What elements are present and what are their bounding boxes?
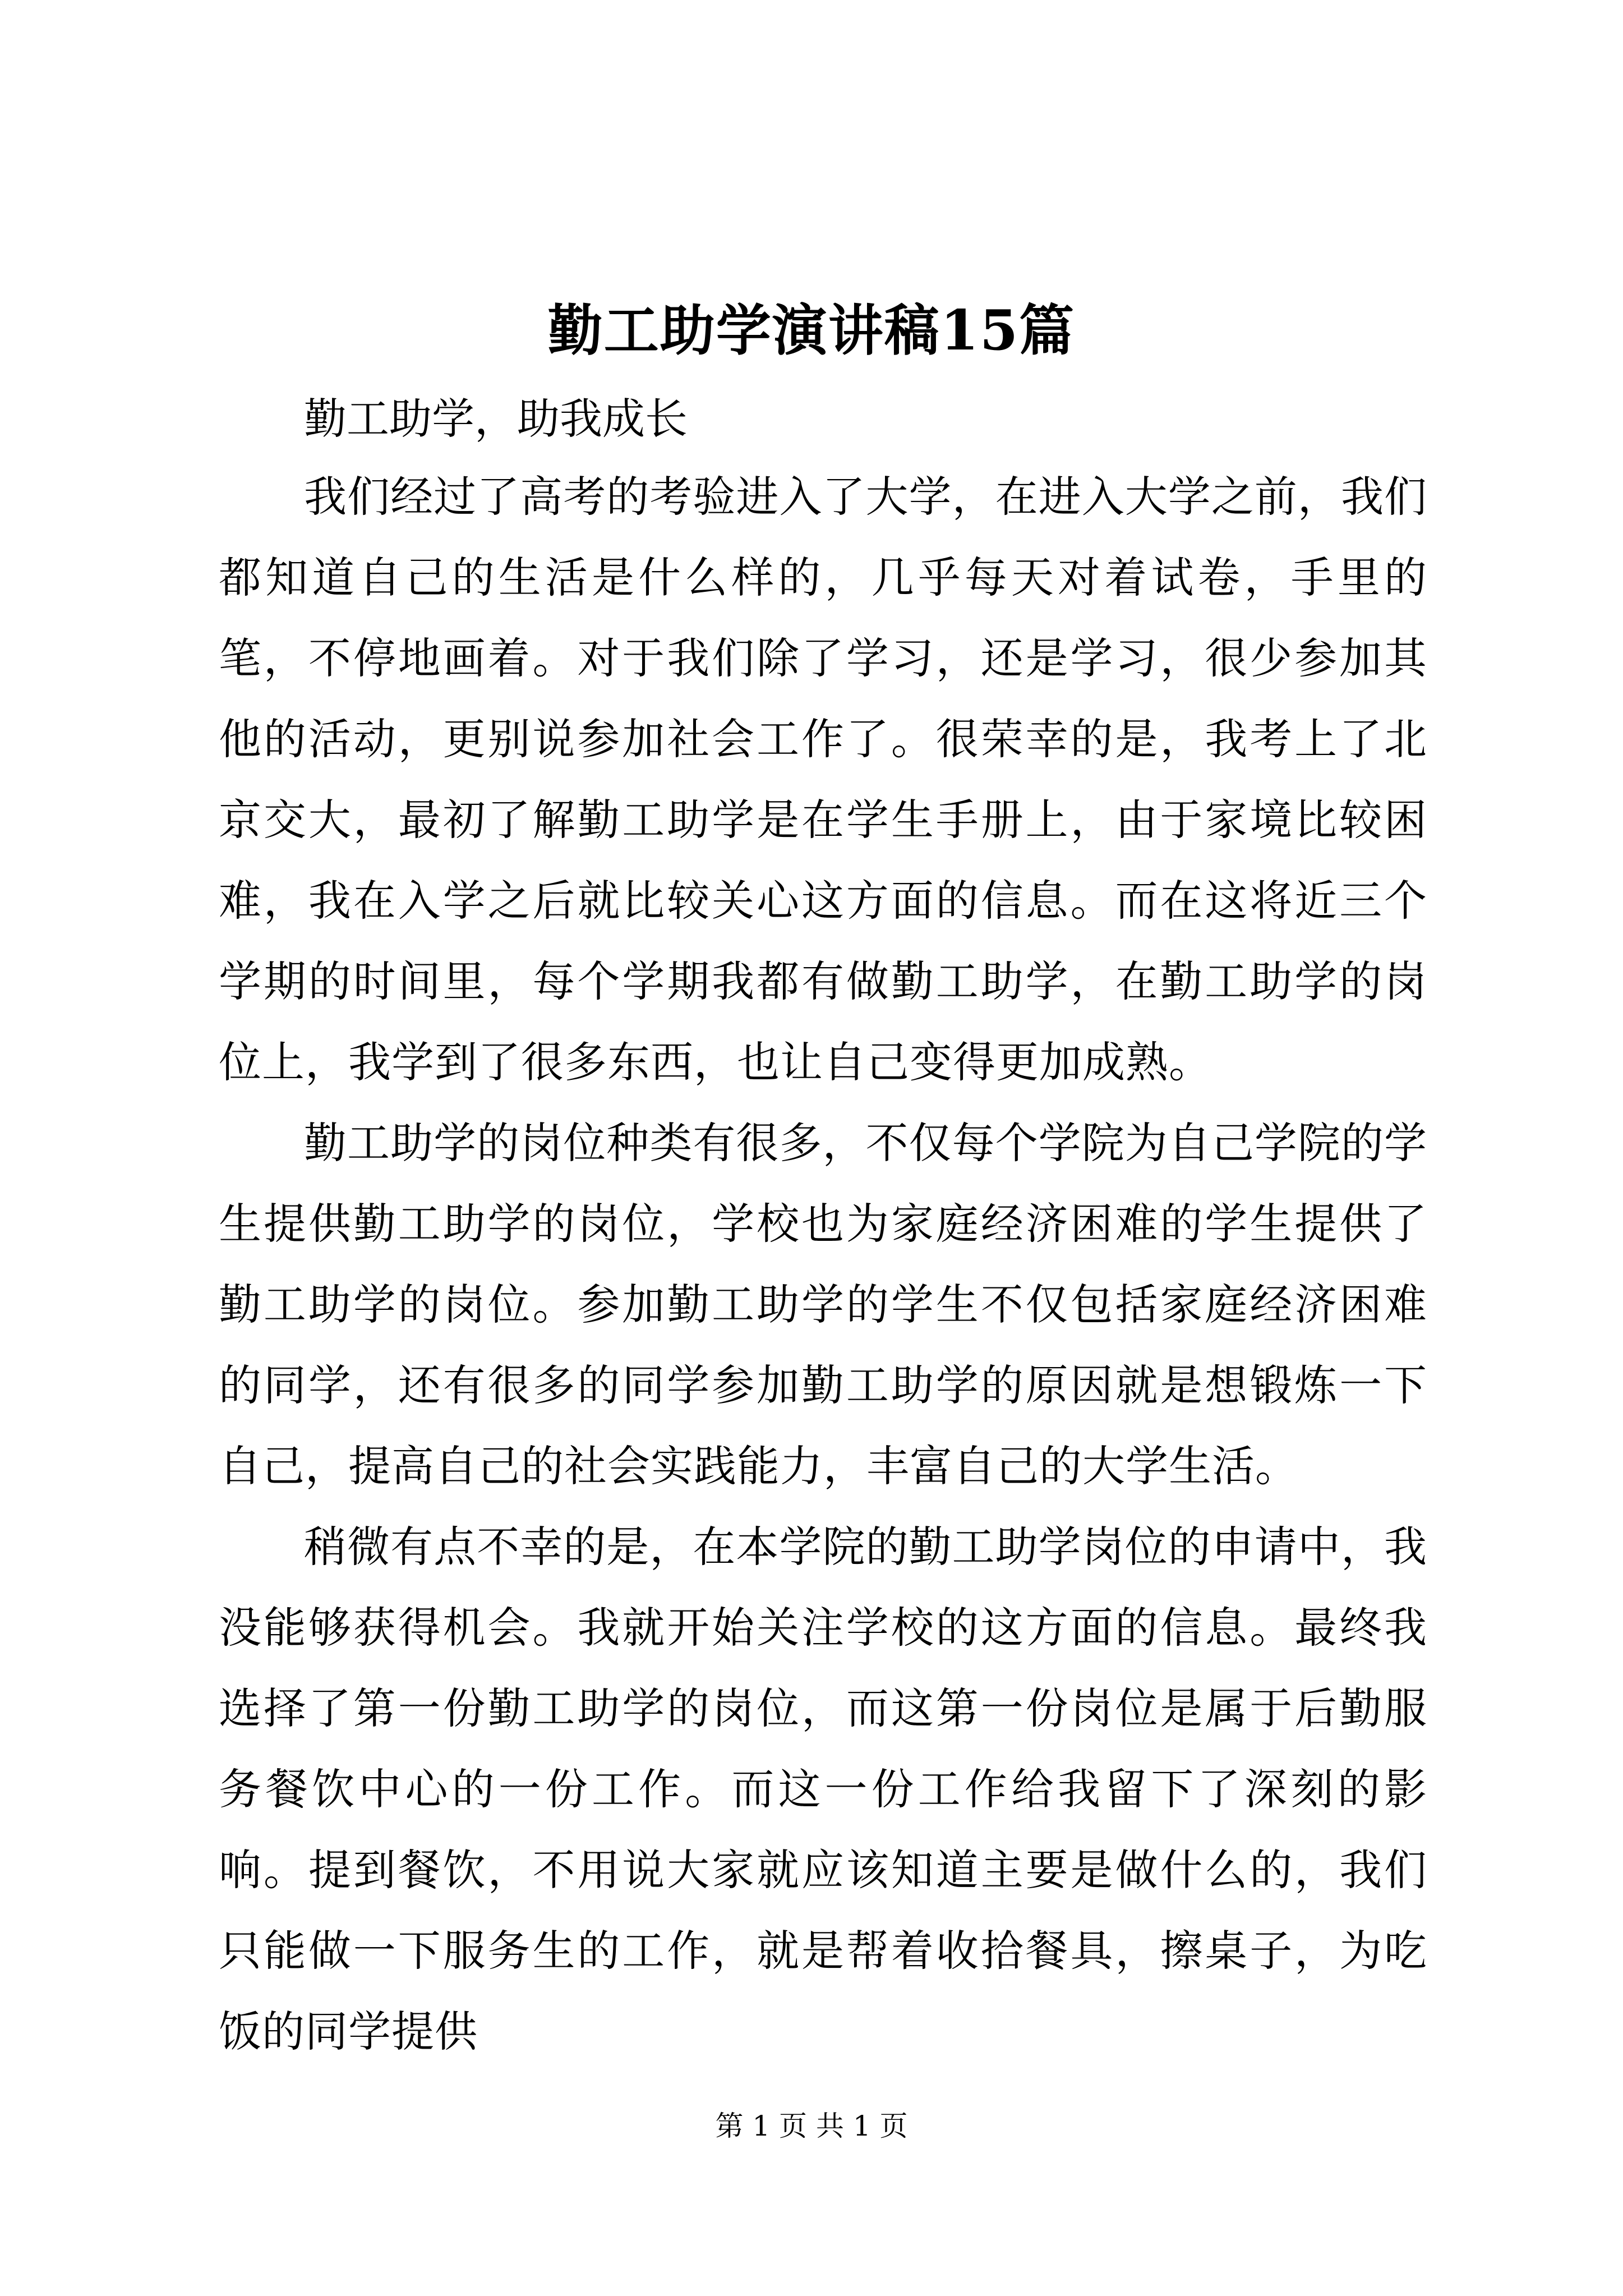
paragraph-3: 稍微有点不幸的是，在本学院的勤工助学岗位的申请中，我没能够获得机会。我就开始关注学校的这方面的信息。最终我选择了第一份勤工助学的岗位，而这第一份岗位是属于后勤服务餐饮中心的一份工作。而这一份工作给我留下了深刻的影响。提到餐饮，不用说大家就应该知道主要是做什么的，我们只能做一下服务生的工作，就是帮着收拾餐具，擦桌子，为吃饭的同学提供 — [219, 1522, 1427, 2056]
paragraph-2: 勤工助学的岗位种类有很多，不仅每个学院为自己学院的学生提供勤工助学的岗位，学校也为家庭经济困难的学生提供了勤工助学的岗位。参加勤工助学的学生不仅包括家庭经济困难的同学，还有很多的同学参加勤工助学的原因就是想锻炼一下自己，提高自己的社会实践能力，丰富自己的大学生活。 — [219, 1118, 1427, 1491]
section-subtitle: 勤工助学，助我成长 — [304, 394, 688, 444]
document-body — [219, 381, 1427, 2072]
page-number-footer: 第 1 页 共 1 页 — [715, 2110, 908, 2142]
paragraph-1: 我们经过了高考的考验进入了大学，在进入大学之前，我们都知道自己的生活是什么样的，几乎每天对着试卷，手里的笔，不停地画着。对于我们除了学习，还是学习，很少参加其他的活动，更别说参加社会工作了。很荣幸的是，我考上了北京交大，最初了解勤工助学是在学生手册上，由于家境比较困难，我在入学之后就比较关心这方面的信息。而在这将近三个学期的时间里，每个学期我都有做勤工助学，在勤工助学的岗位上，我学到了很多东西，也让自己变得更加成熟。 — [219, 472, 1427, 1087]
document-title: 勤工助学演讲稿15篇 — [547, 298, 1076, 363]
